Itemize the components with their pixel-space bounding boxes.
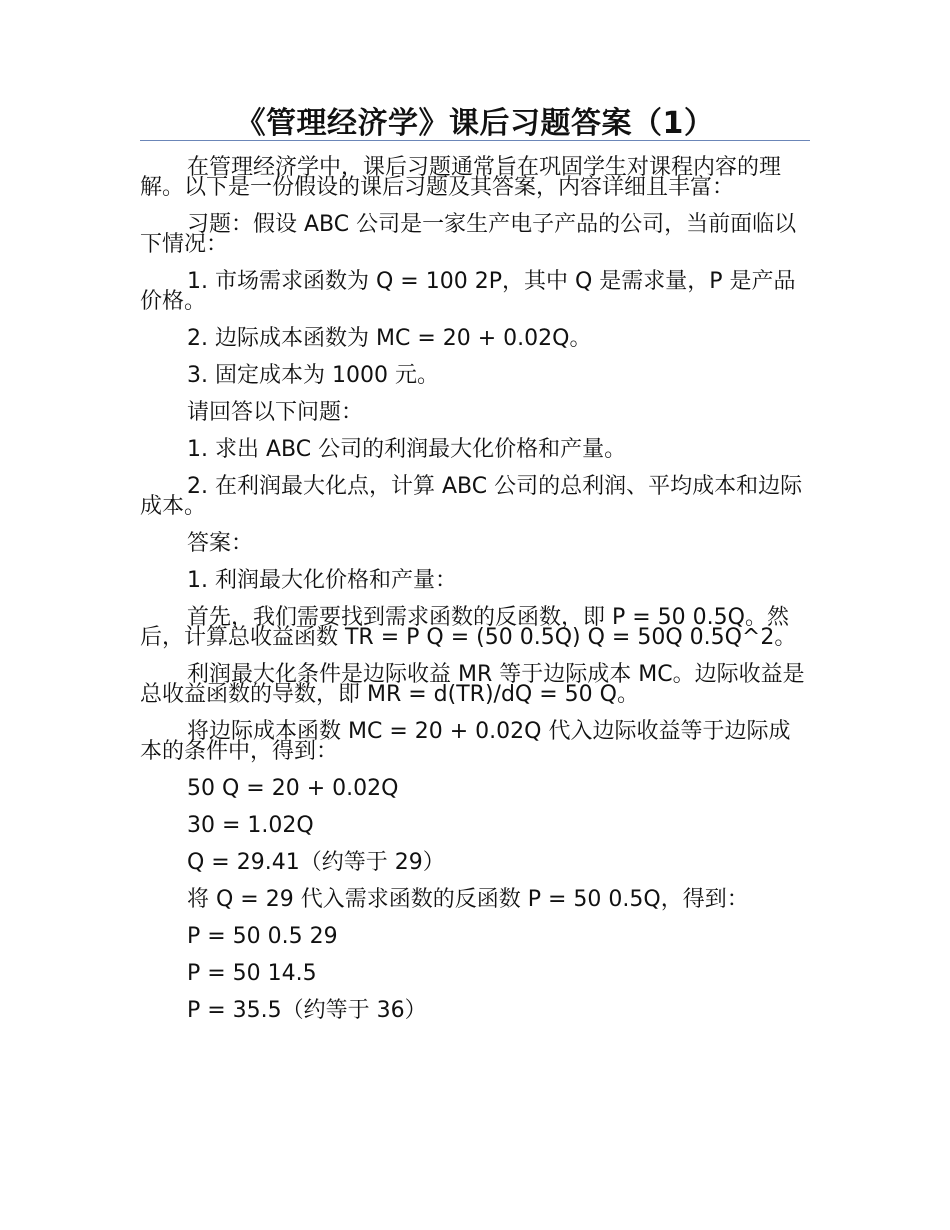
paragraph-condition-1: 1. 市场需求函数为 Q = 100 2P，其中 Q 是需求量，P 是产品价格。 [140, 269, 796, 314]
paragraph-questions-heading: 请回答以下问题： [187, 400, 364, 425]
paragraph-question-2: 2. 在利润最大化点，计算 ABC 公司的总利润、平均成本和边际成本。 [140, 474, 803, 519]
equation-line-6: P = 35.5（约等于 36） [187, 998, 427, 1023]
document-body [140, 155, 810, 1038]
paragraph-inverse-demand: 首先，我们需要找到需求函数的反函数，即 P = 50 0.5Q。然后，计算总收益函数 TR = P Q = (50 0.5Q) Q = 50Q 0.5Q^2。 [140, 605, 797, 650]
paragraph-answer-heading: 答案： [187, 531, 254, 556]
equation-line-5: P = 50 14.5 [187, 961, 317, 986]
equation-line-3: Q = 29.41（约等于 29） [187, 850, 445, 875]
paragraph-substitute-mc: 将边际成本函数 MC = 20 + 0.02Q 代入边际收益等于边际成本的条件中，得到： [140, 719, 791, 764]
title-underline [140, 140, 810, 141]
document-title: 《管理经济学》课后习题答案（1） [235, 106, 715, 141]
equation-line-2: 30 = 1.02Q [187, 813, 314, 838]
paragraph-question-1: 1. 求出 ABC 公司的利润最大化价格和产量。 [187, 437, 627, 462]
paragraph-exercise: 习题：假设 ABC 公司是一家生产电子产品的公司，当前面临以下情况： [140, 212, 797, 257]
paragraph-intro: 在管理经济学中，课后习题通常旨在巩固学生对课程内容的理解。以下是一份假设的课后习题及其答案，内容详细且丰富： [140, 155, 782, 200]
paragraph-condition-2: 2. 边际成本函数为 MC = 20 + 0.02Q。 [187, 326, 592, 351]
equation-line-4: P = 50 0.5 29 [187, 924, 338, 949]
paragraph-condition-3: 3. 固定成本为 1000 元。 [187, 363, 439, 388]
paragraph-mr-condition: 利润最大化条件是边际收益 MR 等于边际成本 MC。边际收益是总收益函数的导数，即 MR = d(TR)/dQ = 50 Q。 [140, 662, 805, 707]
paragraph-answer-1-heading: 1. 利润最大化价格和产量： [187, 568, 457, 593]
equation-line-1: 50 Q = 20 + 0.02Q [187, 776, 399, 801]
paragraph-substitute-q: 将 Q = 29 代入需求函数的反函数 P = 50 0.5Q，得到： [187, 887, 749, 912]
